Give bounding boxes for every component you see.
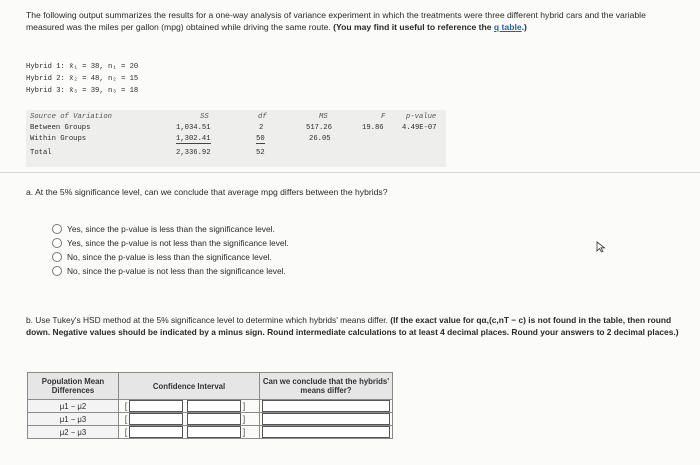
hybrid-label: Hybrid 3: bbox=[26, 87, 65, 95]
section-divider bbox=[0, 172, 700, 173]
header-ms: MS bbox=[319, 113, 328, 121]
hybrid-label: Hybrid 2: bbox=[26, 75, 65, 83]
conclusion-dropdown[interactable] bbox=[262, 426, 390, 438]
radio-button[interactable] bbox=[52, 238, 62, 248]
close-bracket: ] bbox=[242, 427, 246, 437]
lower-bound-input[interactable] bbox=[129, 400, 183, 412]
part-a-question: a. At the 5% significance level, can we conclude that average mpg differs between the hybrids? bbox=[26, 187, 388, 197]
upper-bound-input[interactable] bbox=[187, 413, 241, 425]
conclusion-dropdown[interactable] bbox=[262, 400, 390, 412]
upper-bound-input[interactable] bbox=[187, 400, 241, 412]
interval-cell bbox=[119, 400, 260, 413]
mouse-cursor-icon bbox=[596, 241, 608, 253]
conclusion-dropdown[interactable] bbox=[262, 413, 390, 425]
row-df: 2 bbox=[259, 124, 264, 132]
option-a2[interactable] bbox=[52, 238, 289, 248]
option-a1[interactable] bbox=[52, 224, 275, 234]
header-source: Source of Variation bbox=[30, 113, 112, 121]
open-bracket: [ bbox=[124, 414, 128, 424]
part-b-lead: b. Use Tukey's HSD method at the 5% significance level to determine which hybrids' means differ. bbox=[26, 315, 388, 325]
intro-text: The following output summarizes the results for a one-way analysis of variance experiment in which the treatments were three different hybrid cars and the variable measured was the miles per gallon (mpg) obtained while driving the same route. bbox=[26, 10, 646, 32]
lower-bound-input[interactable] bbox=[129, 426, 183, 438]
row-df: 50 bbox=[256, 135, 265, 143]
open-bracket: [ bbox=[124, 427, 128, 437]
tukey-table bbox=[27, 372, 393, 439]
header-confidence-interval: Confidence Interval bbox=[119, 373, 260, 400]
upper-bound-input[interactable] bbox=[187, 426, 241, 438]
header-df: df bbox=[258, 113, 267, 121]
difference-label: μ1 − μ2 bbox=[28, 400, 119, 413]
option-label: No, since the p-value is less than the significance level. bbox=[67, 252, 272, 262]
hybrid-1-summary bbox=[26, 62, 138, 73]
close-bracket: ] bbox=[242, 414, 246, 424]
row-ms: 517.26 bbox=[306, 124, 332, 132]
row-p: 4.49E-07 bbox=[402, 124, 437, 132]
radio-button[interactable] bbox=[52, 266, 62, 276]
header-f: F bbox=[381, 113, 386, 121]
intro-paragraph bbox=[26, 10, 686, 33]
row-source: Total bbox=[30, 149, 52, 157]
row-ss: 2,336.92 bbox=[176, 149, 211, 157]
difference-label: μ2 − μ3 bbox=[28, 426, 119, 439]
option-label: Yes, since the p-value is not less than the significance level. bbox=[67, 238, 289, 248]
option-label: Yes, since the p-value is less than the significance level. bbox=[67, 224, 275, 234]
interval-cell bbox=[119, 426, 260, 439]
close-bracket: ] bbox=[242, 401, 246, 411]
hybrid-mean: x̄₃ = 39, bbox=[69, 87, 104, 95]
header-conclusion: Can we conclude that the hybrids' means differ? bbox=[260, 373, 393, 400]
hybrid-3-summary bbox=[26, 86, 138, 97]
option-label: No, since the p-value is not less than the significance level. bbox=[67, 266, 286, 276]
hybrid-mean: x̄₂ = 48, bbox=[69, 75, 104, 83]
header-p: p-value bbox=[406, 113, 437, 121]
row-f: 19.86 bbox=[362, 124, 384, 132]
row-ms: 26.05 bbox=[309, 135, 331, 143]
conclusion-cell bbox=[260, 426, 393, 439]
radio-button[interactable] bbox=[52, 224, 62, 234]
conclusion-cell bbox=[260, 413, 393, 426]
radio-button[interactable] bbox=[52, 252, 62, 262]
header-differences: Population Mean Differences bbox=[28, 373, 119, 400]
hybrid-n: n₁ = 20 bbox=[108, 63, 139, 71]
part-b-question bbox=[26, 315, 686, 338]
hybrid-n: n₃ = 18 bbox=[108, 87, 139, 95]
part-b-instructions: (If the exact value for qα,(c,nT − c) is not found in the table, then round down. Negative values should be indicated by a minus sign. Round intermediate calculations to at least 4 decimal places. Round your answers to 2 decimal places.) bbox=[26, 315, 679, 337]
row-ss: 1,034.51 bbox=[176, 124, 211, 132]
row-df: 52 bbox=[256, 149, 265, 157]
hybrid-2-summary bbox=[26, 74, 138, 85]
intro-note: (You may find it useful to reference the bbox=[333, 21, 492, 32]
open-bracket: [ bbox=[124, 401, 128, 411]
q-table-link[interactable]: q table bbox=[493, 21, 522, 32]
option-a3[interactable] bbox=[52, 252, 272, 262]
interval-cell bbox=[119, 413, 260, 426]
lower-bound-input[interactable] bbox=[129, 413, 183, 425]
hybrid-n: n₂ = 15 bbox=[108, 75, 139, 83]
hybrid-label: Hybrid 1: bbox=[26, 63, 65, 71]
difference-label: μ1 − μ3 bbox=[28, 413, 119, 426]
row-ss: 1,302.41 bbox=[176, 135, 211, 143]
conclusion-cell bbox=[260, 400, 393, 413]
option-a4[interactable] bbox=[52, 266, 286, 276]
hybrid-mean: x̄₁ = 38, bbox=[69, 63, 104, 71]
intro-note-end: .) bbox=[521, 21, 527, 32]
anova-table bbox=[26, 110, 446, 167]
row-source: Between Groups bbox=[30, 124, 91, 132]
header-ss: SS bbox=[200, 113, 209, 121]
row-source: Within Groups bbox=[30, 135, 87, 143]
